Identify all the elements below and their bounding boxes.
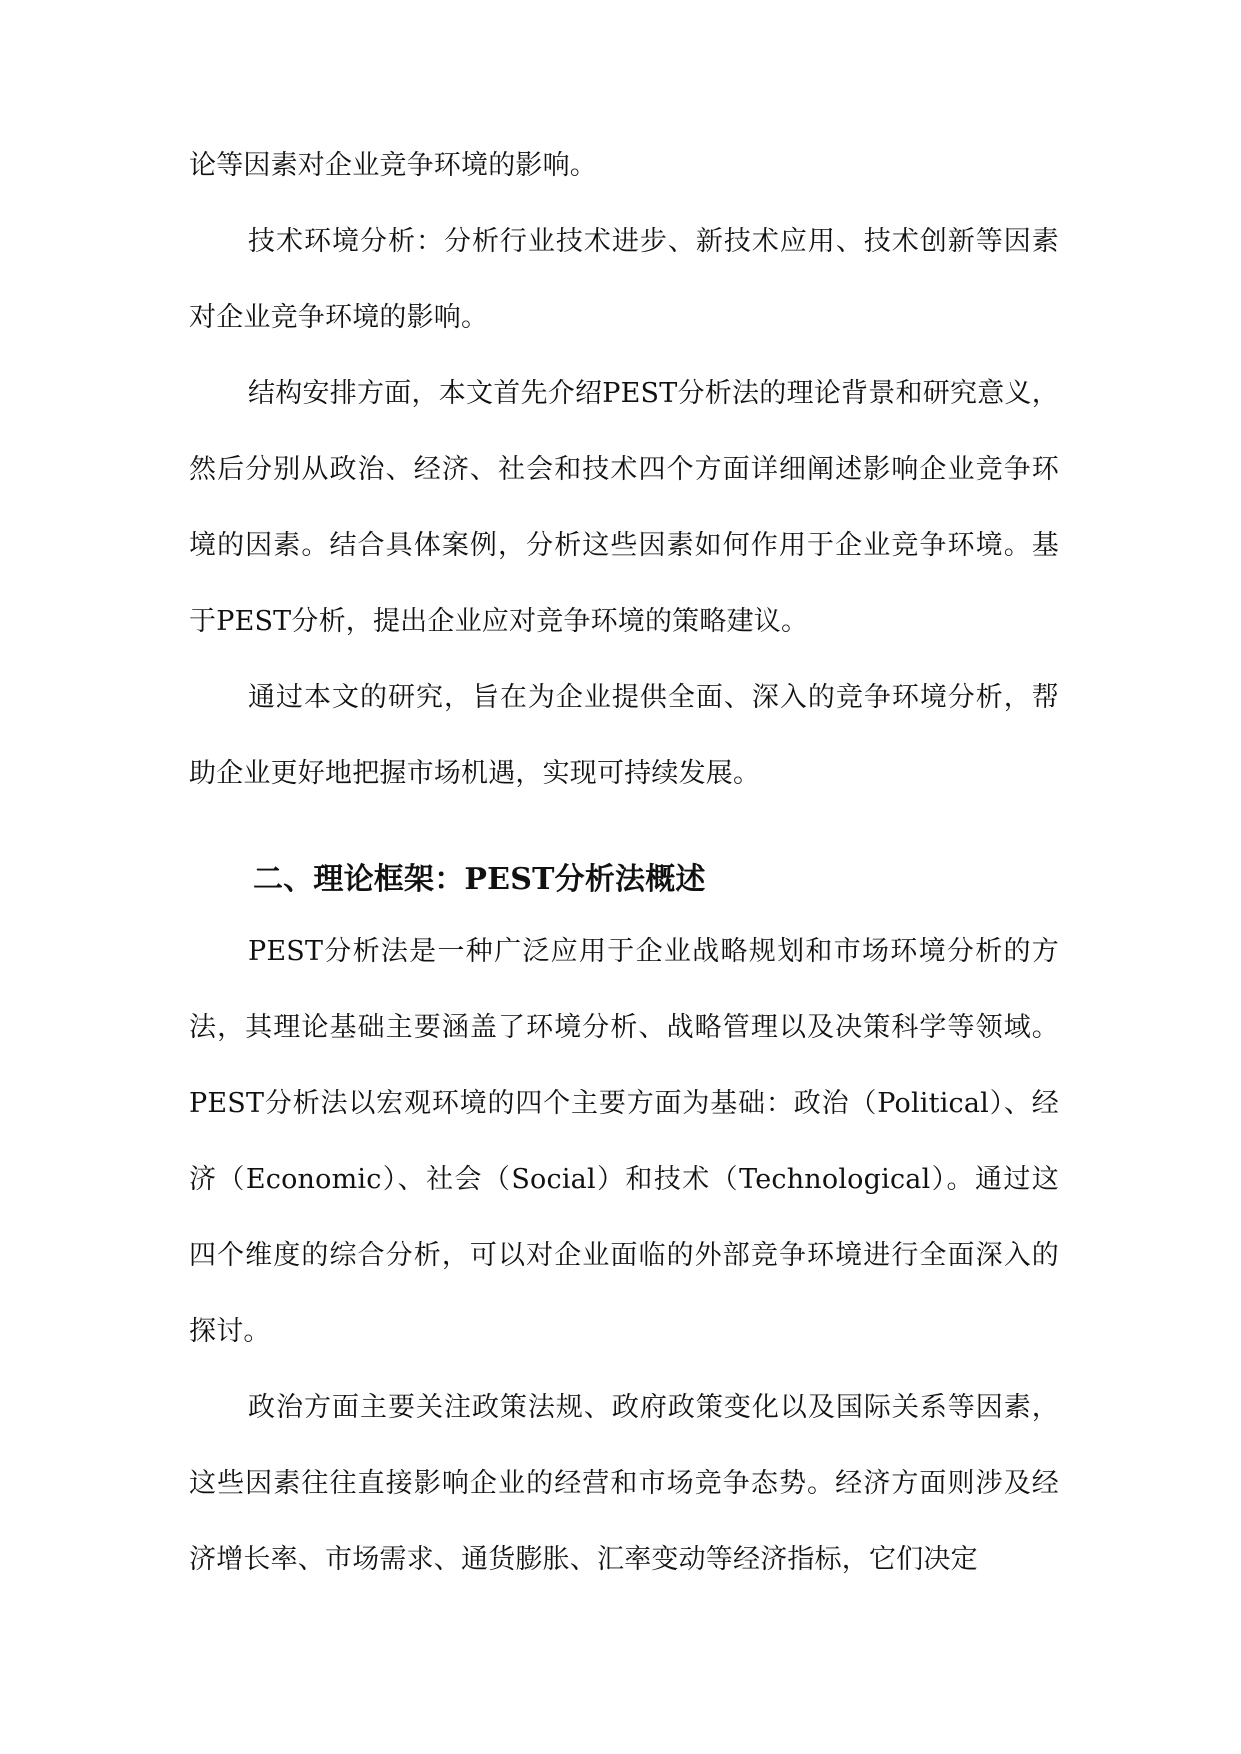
section-heading: 二、理论框架：PEST分析法概述 (253, 862, 706, 897)
paragraph-continued: 论等因素对企业竞争环境的影响。 (189, 150, 597, 181)
document-body (189, 128, 1059, 1598)
paragraph-purpose: 通过本文的研究，旨在为企业提供全面、深入的竞争环境分析，帮助企业更好地把握市场机遇，实现可持续发展。 (189, 682, 1059, 789)
paragraph-structure: 结构安排方面，本文首先介绍PEST分析法的理论背景和研究意义，然后分别从政治、经济、社会和技术四个方面详细阐述影响企业竞争环境的因素。结合具体案例，分析这些因素如何作用于企业竞争环境。基于PEST分析，提出企业应对竞争环境的策略建议。 (189, 378, 1059, 637)
paragraph-political-economic: 政治方面主要关注政策法规、政府政策变化以及国际关系等因素，这些因素往往直接影响企业的经营和市场竞争态势。经济方面则涉及经济增长率、市场需求、通货膨胀、汇率变动等经济指标，它们决定 (189, 1392, 1059, 1575)
paragraph-pest-overview: PEST分析法是一种广泛应用于企业战略规划和市场环境分析的方法，其理论基础主要涵盖了环境分析、战略管理以及决策科学等领域。PEST分析法以宏观环境的四个主要方面为基础：政治（Political）、经济（Economic）、社会（Social）和技术（Technological）。通过这四个维度的综合分析，可以对企业面临的外部竞争环境进行全面深入的探讨。 (189, 936, 1059, 1347)
paragraph-technology-analysis: 技术环境分析：分析行业技术进步、新技术应用、技术创新等因素对企业竞争环境的影响。 (189, 226, 1059, 333)
